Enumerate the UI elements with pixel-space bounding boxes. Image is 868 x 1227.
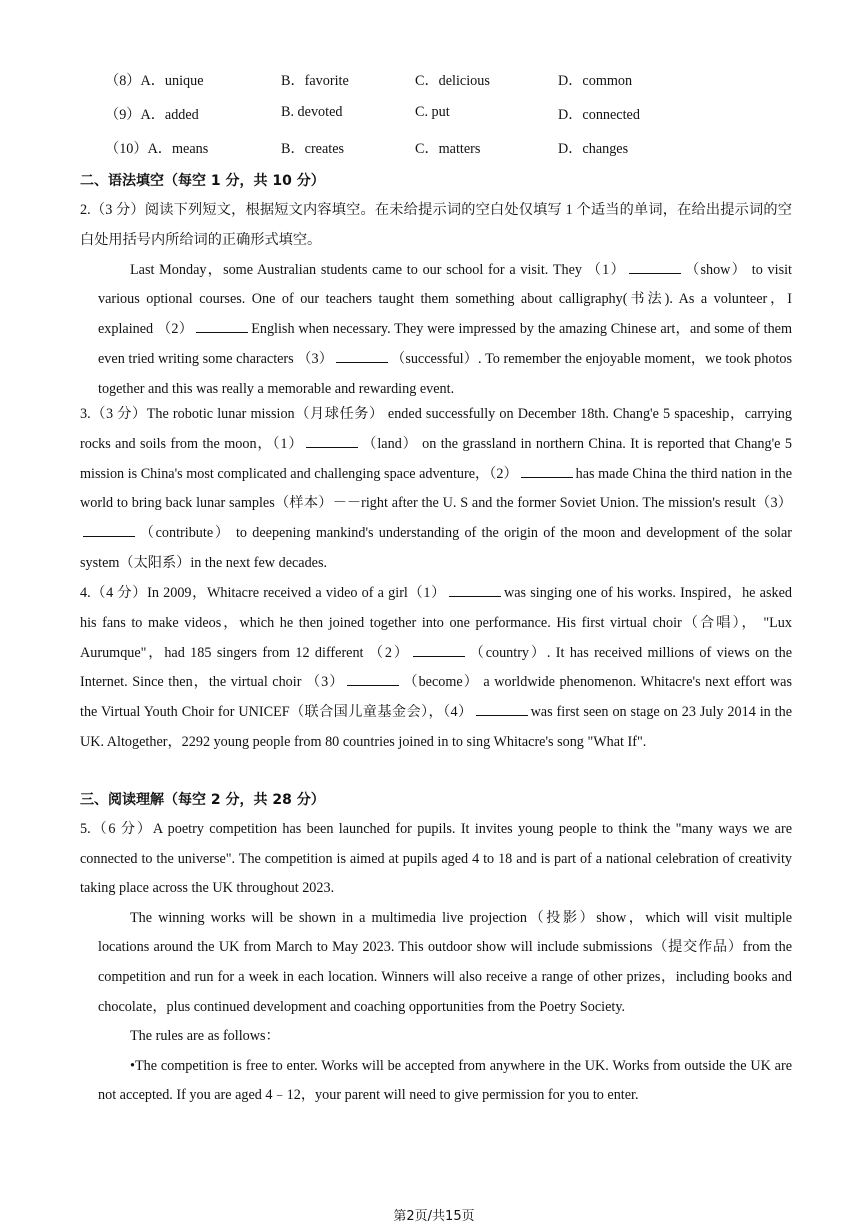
passage-text: （successful）. To remember the enjoyable moment，we took photos together and this was really a memorable and rewarding event. [98,350,793,397]
question-5 [80,815,792,1111]
passage-paragraph: The winning works will be shown in a multimedia live projection（投影）show，which will visit multiple locations around the UK from March to May 2023. This outdoor show will include submissions（提交作品）from the competition and run for a week in each location. Winners will also receive a range of other prizes，including books and chocolate，plus continued development and coaching opportunities from the Poetry Society. [98,909,793,1015]
passage-text: （become） a worldwide phenomenon. Whitacre's next effort was the Virtual Youth Choir for UNICEF（联合国儿童基金会），（4） [80,674,792,721]
option-row-10 [0,138,868,160]
answer-blank[interactable] [476,701,528,716]
answer-blank[interactable] [449,582,501,597]
passage-paragraph [80,400,792,579]
answer-blank[interactable] [336,348,388,363]
option-c: C．delicious [415,73,490,89]
answer-blank[interactable] [83,522,135,537]
option-b: B．creates [281,141,345,157]
passage-text: 3.（3 分）The robotic lunar mission（月球任务） ended successfully on December 18th. Chang'e 5 spaceship，carrying rocks and soils from the moon，（1） [80,406,792,452]
option-d: D．connected [558,107,640,123]
answer-blank[interactable] [306,433,358,448]
passage-text: was first seen on stage on 23 July 2014 in the UK. Altogether，2292 young people from 80 countries joined in to sing Whitacre's song "What If". [80,704,792,750]
passage-text: 4.（4 分）In 2009，Whitacre received a video of a girl（1） [80,585,446,601]
rule-item: •The competition is free to enter. Works will be accepted from anywhere in the UK. Works from outside the UK are not accepted. If you are aged 4﹣12，your parent will need to give permission for you to enter. [98,1057,792,1104]
passage-paragraph: The rules are as follows： [130,1028,280,1045]
page-number: 第2页/共15页 [393,1209,475,1224]
answer-blank[interactable] [196,318,248,333]
option-b: B. devoted [281,104,343,120]
option-d: D．changes [558,141,629,157]
question-intro: 2.（3 分）阅读下列短文，根据短文内容填空。在未给提示词的空白处仅填写 1 个适当的单词，在给出提示词的空白处用括号内所给词的正确形式填空。 [80,202,792,248]
section-heading-grammar: 二、语法填空（每空 1 分，共 10 分） [80,173,325,189]
section-heading-reading: 三、阅读理解（每空 2 分，共 28 分） [80,792,325,808]
passage-text: was singing one of his works. Inspired，he asked his fans to make videos，which he then joined together into one performance. His first virtual choir（合唱）， "Lux Aurumque"，had 185 singers from 12 different （2） [80,585,792,661]
passage-paragraph [80,579,792,758]
passage-text: Last Monday，some Australian students came to our school for a visit. They （1） [130,261,626,278]
passage-text: has made China the third nation in the world to bring back lunar samples（样本）－－right after the U. S and the former Soviet Union. The mission's result（3） [80,465,793,512]
option-d: D．common [558,73,633,89]
question-4 [80,579,792,758]
question-2 [80,196,792,405]
option-a: （10）A．means [105,141,209,157]
option-a: （8）A．unique [105,73,204,89]
passage-text: English when necessary. They were impressed by the amazing Chinese art，and some of them even tried writing some characters （3） [98,321,792,367]
answer-blank[interactable] [521,463,573,478]
passage-text: （show） to visit various optional courses. One of our teachers taught them something about calligraphy(书法). As a volunteer，I explained （2） [98,261,792,338]
passage-text: （country）. It has received millions of views on the Internet. Since then，the virtual choir （3） [80,644,792,691]
option-b: B．favorite [281,73,349,89]
option-row-8 [0,70,868,92]
question-3 [80,400,792,579]
passage-paragraph: 5.（6 分）A poetry competition has been launched for pupils. It invites young people to think the "many ways we are connected to the universe". The competition is aimed at pupils aged 4 to 18 and is part of a national celebration of creativity taking place across the UK throughout 2023. [80,821,792,897]
answer-blank[interactable] [629,259,681,274]
option-a: （9）A．added [105,107,199,123]
passage-text: （land） on the grassland in northern China. It is reported that Chang'e 5 mission is China's most complicated and challenging space adventure，（2） [80,435,792,482]
passage-text: （contribute） to deepening mankind's understanding of the origin of the moon and development of the solar system（太阳系）in the next few decades. [80,525,792,571]
option-c: C．matters [415,141,481,157]
option-c: C. put [415,104,450,120]
answer-blank[interactable] [413,642,465,657]
answer-blank[interactable] [347,671,399,686]
option-row-9 [0,104,868,126]
passage-paragraph [80,256,792,405]
